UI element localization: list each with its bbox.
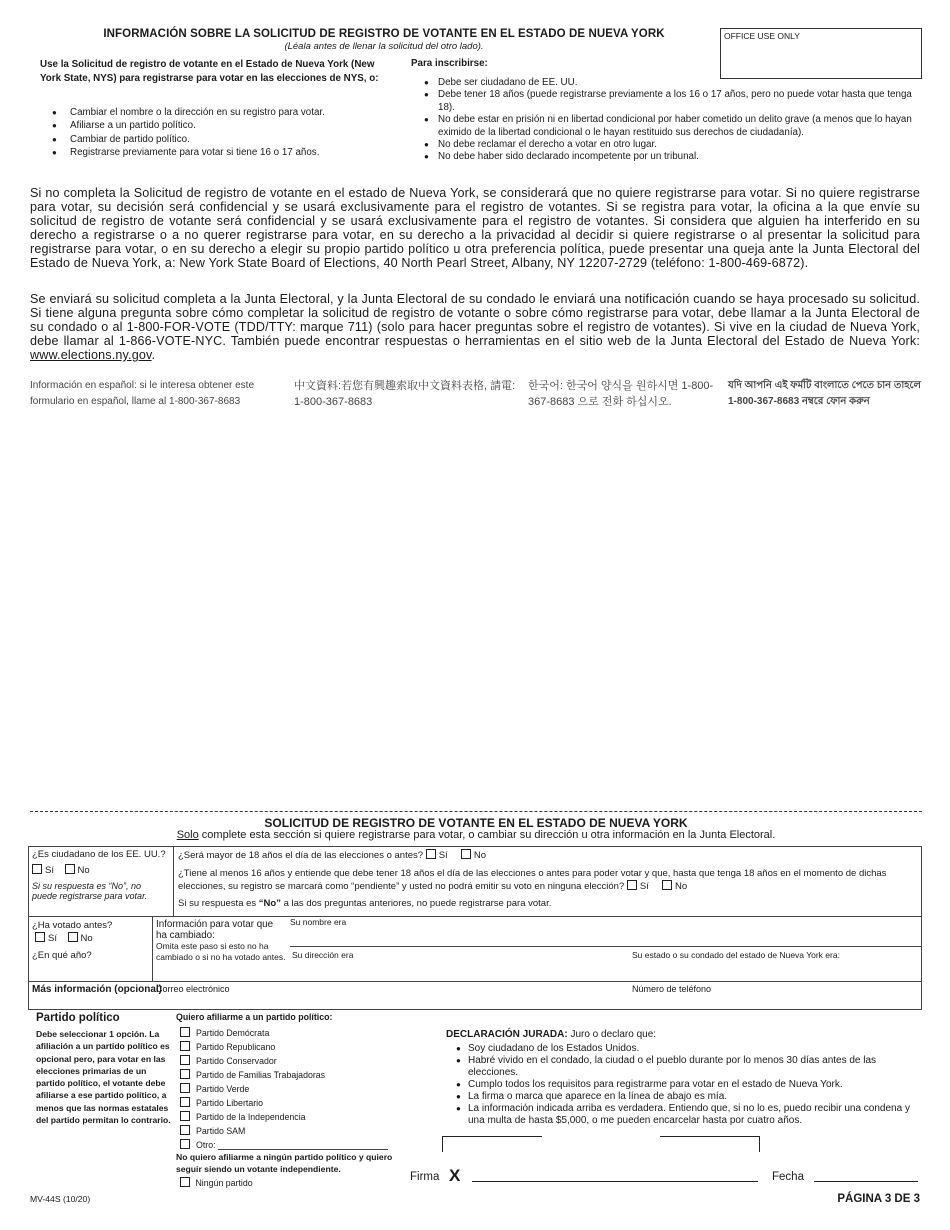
period: .	[151, 348, 156, 362]
party-option	[180, 1026, 388, 1040]
email-field[interactable]: Correo electrónico	[156, 984, 230, 994]
party-checkbox[interactable]	[180, 1055, 190, 1065]
party-label: Partido Conservador	[196, 1056, 277, 1066]
no-party-label: Ningún partido	[195, 1178, 253, 1188]
changed-info-heading: Información para votar que ha cambiado:	[156, 919, 274, 941]
date-field[interactable]	[814, 1181, 918, 1182]
party-note: Debe seleccionar 1 opción. La afiliación a un partido político es opcional pero, para votar en las elecciones primarias de un partido político, el votante debe afiliarse a ese partido político, a menos que las normas estatales del partido permitan lo contrario.	[36, 1029, 171, 1126]
signature-corner-left	[442, 1136, 542, 1152]
no-label: No	[675, 880, 688, 892]
voted-before-question: ¿Ha votado antes?	[32, 920, 113, 931]
voted-yes-checkbox[interactable]	[35, 932, 45, 942]
form-subtitle-text: complete esta sección si quiere registrarse para votar, o cambiar su dirección u otra información en la Junta Electoral.	[198, 829, 776, 841]
changed-info-note: Omita este paso si esto no ha cambiado o si no ha votado antes.	[156, 941, 286, 962]
form-code: MV-44S (10/20)	[30, 1194, 91, 1204]
list-item: ● Cambiar el nombre o la dirección en su registro para votar.	[52, 106, 382, 119]
requirements-list	[424, 77, 914, 164]
party-checkbox[interactable]	[180, 1139, 190, 1149]
cut-line	[30, 811, 922, 812]
previous-name-field[interactable]: Su nombre era	[290, 917, 347, 927]
citizen-yes-checkbox[interactable]	[32, 864, 42, 874]
signature-corner-right	[660, 1136, 760, 1152]
age16-text: ¿Tiene al menos 16 años y entiende que debe tener 18 años el día de las elecciones o antes para poder votar y que, hasta que tenga 18 años en el momento de dichas elecciones, su registro se marcará como “pendiente” y usted no podrá emitir su voto en ninguna elección?	[178, 868, 887, 892]
list-item: ● Debe tener 18 años (puede registrarse previamente a los 16 o 17 años, pero no puede votar hasta que tenga 18).	[424, 89, 914, 114]
party-option	[180, 1082, 388, 1096]
phone-field[interactable]: Número de teléfono	[632, 984, 712, 994]
intro-text: Use la Solicitud de registro de votante en el Estado de Nueva York (New York State, NYS) para registrarse para votar en las elecciones de NYS, o:	[40, 59, 379, 84]
party-option	[180, 1138, 388, 1152]
language-chinese: 中文資料:若您有興趣索取中文資料表格, 請電: 1-800-367-8683	[294, 380, 516, 408]
party-label: Partido Republicano	[196, 1042, 276, 1052]
processing-text: Se enviará su solicitud completa a la Junta Electoral, y la Junta Electoral de su condado le enviará una notificación cuando se haya procesado su solicitud. Si tiene alguna pregunta sobre cómo completar la solicitud de registro de votante o sobre cómo registrarse para votar, debe llamar a la Junta Electoral de su condado o al 1-800-FOR-VOTE (TDD/TTY: marque 711) (solo para hacer preguntas sobre el registro de votantes). Si vive en la ciudad de Nueva York, debe llamar al 1-866-VOTE-NYC. También puede encontrar respuestas o herramientas en el sitio web de la Junta Electoral del Estado de Nueva York:	[30, 292, 920, 348]
other-party-input[interactable]	[218, 1149, 388, 1150]
declaration-intro: Juro o declaro que:	[567, 1029, 657, 1040]
list-item: ● No debe reclamar el derecho a votar en otro lugar.	[424, 139, 914, 151]
party-checkbox[interactable]	[180, 1041, 190, 1051]
no-label: No	[77, 865, 90, 876]
list-item: ● Habré vivido en el condado, la ciudad o el pueblo durante por lo menos 30 días antes de las elecciones.	[456, 1055, 918, 1079]
citizen-question: ¿Es ciudadano de los EE. UU.?	[32, 849, 166, 860]
list-item: ● Cumplo todos los requisitos para registrarme para votar en el estado de Nueva York.	[456, 1079, 918, 1091]
elections-website-link[interactable]: www.elections.ny.gov	[30, 348, 152, 362]
no-party-checkbox[interactable]	[180, 1177, 190, 1187]
form-subtitle	[30, 829, 922, 841]
both-note-no: “No”	[258, 898, 281, 909]
both-note-post: a las dos preguntas anteriores, no puede registrarse para votar.	[280, 898, 552, 909]
age18-yes-checkbox[interactable]	[426, 849, 436, 859]
party-checkbox[interactable]	[180, 1069, 190, 1079]
party-checkbox[interactable]	[180, 1083, 190, 1093]
list-item: ● No debe estar en prisión ni en libertad condicional por haber cometido un delito grave (a menos que lo hayan eximido de la libertad condicional o le hayan restituido sus derechos de ciudadanía).	[424, 114, 914, 139]
party-label: Partido SAM	[196, 1126, 246, 1136]
declaration-title: DECLARACIÓN JURADA:	[446, 1029, 568, 1040]
party-label: Partido de Familias Trabajadoras	[196, 1070, 326, 1080]
party-option	[180, 1068, 388, 1082]
declaration-heading	[446, 1029, 656, 1040]
divider	[173, 846, 174, 917]
signature-field[interactable]	[472, 1181, 758, 1182]
citizen-options	[32, 864, 90, 877]
party-label: Partido Libertario	[196, 1098, 263, 1108]
form-subtitle-emph: Solo	[176, 829, 199, 841]
office-use-label: OFFICE USE ONLY	[724, 31, 800, 41]
previous-state-county-field[interactable]: Su estado o su condado del estado de Nueva York era:	[632, 950, 840, 960]
age16-yes-checkbox[interactable]	[627, 880, 637, 890]
party-label: Partido de la Independencia	[196, 1112, 306, 1122]
party-label: Partido Verde	[196, 1084, 250, 1094]
voted-options	[35, 932, 93, 945]
language-spanish: Información en español: si le interesa obtener este formulario en español, llame al 1-800-367-8683	[30, 380, 255, 407]
party-option	[180, 1110, 388, 1124]
signature-x-mark: X	[449, 1166, 461, 1185]
age16-no-checkbox[interactable]	[662, 880, 672, 890]
party-options	[180, 1026, 388, 1152]
no-party-option	[180, 1177, 253, 1188]
party-checkbox[interactable]	[180, 1111, 190, 1121]
processing-paragraph	[30, 292, 920, 362]
signature-label: Firma	[410, 1171, 440, 1183]
age18-question	[178, 849, 486, 862]
age18-no-checkbox[interactable]	[461, 849, 471, 859]
no-label: No	[473, 850, 487, 861]
page-title: INFORMACIÓN SOBRE LA SOLICITUD DE REGISTRO DE VOTANTE EN EL ESTADO DE NUEVA YORK	[103, 28, 665, 40]
confidentiality-paragraph: Si no completa la Solicitud de registro de votante en el estado de Nueva York, se considerará que no quiere registrarse para votar. Si no quiere registrarse para votar, su decisión será confidencial y se usará exclusivamente para el registro de votantes. Si se registra para votar, la oficina a la que envíe su solicitud de registro de votante será confidencial y se usará exclusivamente para el registro de votantes. Si considera que alguien ha interferido en su derecho a registrarse o a no querer registrarse para votar, en su derecho a la privacidad al decidir si quiere registrarse o al presentar la solicitud para registrarse para votar, o en su derecho a elegir su propio partido político u otra preferencia política, puede presentar una queja ante la Junta Electoral del Estado de Nueva York, a: New York State Board of Elections, 40 North Pearl Street, Albany, NY 12207-2729 (teléfono: 1-800-469-6872).	[30, 186, 920, 270]
party-heading: Quiero afiliarme a un partido político:	[176, 1012, 333, 1022]
list-item: ● Soy ciudadano de los Estados Unidos.	[456, 1043, 918, 1055]
party-label: Partido Demócrata	[196, 1028, 270, 1038]
yes-label: Sí	[639, 880, 649, 892]
citizen-note: Si su respuesta es “No”, no puede registrarse para votar.	[32, 881, 148, 901]
form-title: SOLICITUD DE REGISTRO DE VOTANTE EN EL ESTADO DE NUEVA YORK	[264, 816, 688, 830]
list-item: ● Cambiar de partido político.	[52, 133, 382, 146]
yes-label: Sí	[45, 865, 54, 876]
both-note-pre: Si su respuesta es	[178, 898, 259, 909]
list-item: ● La firma o marca que aparece en la línea de abajo es mía.	[456, 1091, 918, 1103]
declaration-list	[456, 1043, 918, 1127]
party-option	[180, 1096, 388, 1110]
page-subtitle: (Léala antes de llenar la solicitud del otro lado).	[284, 41, 484, 52]
list-item: ● Afiliarse a un partido político.	[52, 119, 382, 132]
party-checkbox[interactable]	[180, 1027, 190, 1037]
age16-question	[178, 868, 918, 892]
party-option	[180, 1124, 388, 1138]
no-label: No	[80, 933, 93, 944]
party-option	[180, 1054, 388, 1068]
no-party-text: No quiero afiliarme a ningún partido político y quiero seguir siendo un votante independiente.	[176, 1152, 393, 1174]
voted-no-checkbox[interactable]	[68, 932, 78, 942]
party-title: Partido político	[36, 1012, 120, 1024]
yes-label: Sí	[438, 850, 448, 861]
party-checkbox[interactable]	[180, 1125, 190, 1135]
divider	[152, 916, 153, 982]
language-bengali: যদি আপনি এই ফর্মটি বাংলাতে পেতে চান তাহলে 1-800-367-8683 নম্বরে ফোন করুন	[728, 380, 921, 407]
age18-text: ¿Será mayor de 18 años el día de las elecciones o antes?	[178, 850, 424, 861]
list-item: ● No debe haber sido declarado incompetente por un tribunal.	[424, 151, 914, 163]
divider	[290, 946, 922, 947]
citizen-no-checkbox[interactable]	[65, 864, 75, 874]
list-item: ● Debe ser ciudadano de EE. UU.	[424, 77, 914, 89]
previous-address-field[interactable]: Su dirección era	[292, 950, 354, 960]
language-korean: 한국어: 한국어 양식을 원하시면 1-800-367-8683 으로 전화 하십시오.	[528, 380, 714, 408]
date-label: Fecha	[772, 1171, 804, 1183]
year-question: ¿En qué año?	[32, 950, 92, 961]
both-no-note	[178, 898, 551, 910]
page-number: PÁGINA 3 DE 3	[837, 1193, 920, 1205]
requirements-heading: Para inscribirse:	[411, 58, 488, 69]
office-use-box	[720, 28, 922, 79]
party-option	[180, 1040, 388, 1054]
list-item: ● La información indicada arriba es verdadera. Entiendo que, si no lo es, puedo recibir una condena y una multa de hasta $5,000, o me pueden encarcelar hasta por cuatro años.	[456, 1103, 918, 1127]
party-label: Otro:	[196, 1140, 216, 1150]
list-item: ● Registrarse previamente para votar si tiene 16 o 17 años.	[52, 146, 382, 159]
intro-list	[52, 106, 382, 159]
party-checkbox[interactable]	[180, 1097, 190, 1107]
more-info-label: Más información (opcional)	[32, 984, 163, 995]
yes-label: Sí	[48, 933, 57, 944]
